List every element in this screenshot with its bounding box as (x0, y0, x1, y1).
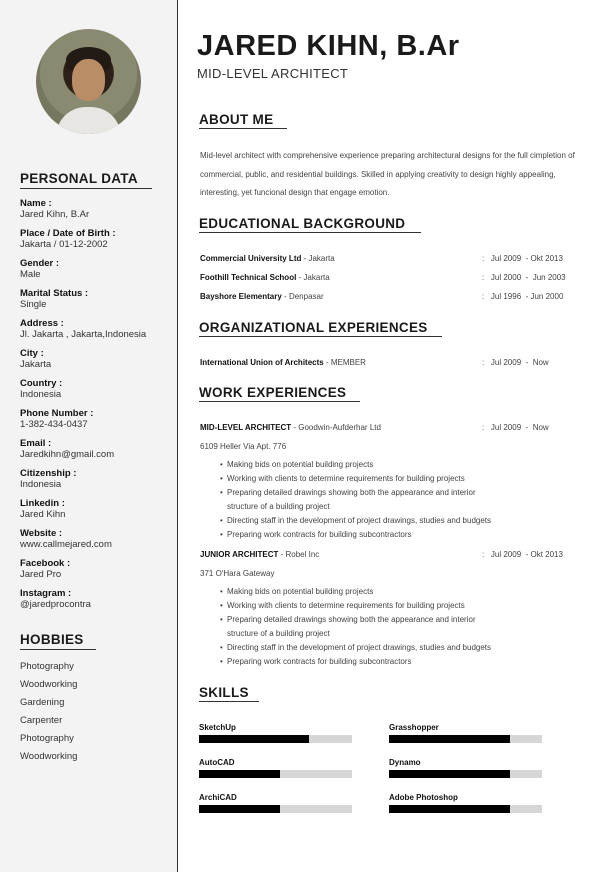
job-bullet: • Preparing work contracts for building subcontractors (227, 657, 412, 666)
job-bullet: • Preparing detailed drawings showing both the appearance and interior (227, 615, 476, 624)
job-row (200, 423, 381, 432)
skill-bar (389, 770, 542, 778)
skill-bar-fill (199, 805, 280, 813)
skill-bar (199, 735, 352, 743)
field-phone (20, 408, 170, 430)
field-label: Marital Status : (20, 288, 89, 299)
education-date: : Jul 1996 - Jun 2000 (482, 292, 564, 301)
field-value: Jakarta (20, 359, 52, 370)
skill-label: ArchiCAD (199, 793, 237, 802)
job-bullet-continued: structure of a building project (227, 629, 330, 638)
job-address: 6109 Heller Via Apt. 776 (200, 442, 287, 451)
field-label: Phone Number : (20, 408, 94, 419)
field-value: Jared Kihn (20, 509, 66, 520)
job-address: 371 O'Hara Gateway (200, 569, 275, 578)
field-label: Citizenship : (20, 468, 77, 479)
school-place: - Jakarta (301, 254, 335, 263)
organization-row (200, 358, 366, 367)
personal-data-heading: PERSONAL DATA (20, 171, 138, 186)
field-value: 1-382-434-0437 (20, 419, 88, 430)
school-name: Bayshore Elementary (200, 292, 282, 301)
field-marital (20, 288, 170, 310)
skill-label: AutoCAD (199, 758, 235, 767)
field-value: Jared Kihn, B.Ar (20, 209, 90, 220)
work-heading: WORK EXPERIENCES (199, 385, 347, 400)
skill-bar (199, 770, 352, 778)
field-value: @jaredprocontra (20, 599, 91, 610)
job-date: : Jul 2009 - Now (482, 423, 549, 432)
field-name (20, 198, 170, 220)
about-text: Mid-level architect with comprehensive experience preparing architectural designs for the full cimpletion of commercial, public, and residential buildings. Skilled in applying creativity to design highly appealing, interesting, yet funcional design that engage emotion. (200, 151, 575, 197)
field-value: Jared Pro (20, 569, 62, 580)
field-value: Indonesia (20, 479, 62, 490)
field-linkedin (20, 498, 170, 520)
field-value: Jakarta / 01-12-2002 (20, 239, 108, 250)
field-label: Instagram : (20, 588, 72, 599)
job-company: - Goodwin-Aufderhar Ltd (291, 423, 381, 432)
field-email (20, 438, 170, 460)
about-underline (199, 128, 287, 129)
skill-bar-fill (389, 735, 510, 743)
field-instagram (20, 588, 170, 610)
field-label: City : (20, 348, 44, 359)
school-name: Foothill Technical School (200, 273, 297, 282)
skills-heading: SKILLS (199, 685, 249, 700)
skill-label: Grasshopper (389, 723, 439, 732)
job-bullet: • Working with clients to determine requirements for building projects (227, 601, 465, 610)
field-value: Male (20, 269, 41, 280)
education-date: : Jul 2009 - Okt 2013 (482, 254, 563, 263)
hobby-item: Carpenter (20, 715, 63, 726)
education-date: : Jul 2000 - Jun 2003 (482, 273, 566, 282)
job-bullet: • Making bids on potential building projects (227, 460, 373, 469)
field-birth (20, 228, 170, 250)
field-label: Name : (20, 198, 52, 209)
skill-label: Adobe Photoshop (389, 793, 458, 802)
field-address (20, 318, 170, 340)
field-label: Facebook : (20, 558, 71, 569)
field-value: Indonesia (20, 389, 62, 400)
education-heading: EDUCATIONAL BACKGROUND (199, 216, 406, 231)
hobby-item: Woodworking (20, 751, 78, 762)
hobby-item: Photography (20, 733, 74, 744)
job-bullet: • Directing staff in the development of project drawings, studies and budgets (227, 643, 491, 652)
profile-photo (36, 29, 141, 134)
candidate-name: JARED KIHN, B.Ar (197, 30, 460, 62)
field-city (20, 348, 170, 370)
hobby-item: Woodworking (20, 679, 78, 690)
school-place: - Denpasar (281, 292, 324, 301)
job-row (200, 550, 319, 559)
field-citizenship (20, 468, 170, 490)
field-label: Email : (20, 438, 52, 449)
skill-label: Dynamo (389, 758, 421, 767)
skills-underline (199, 701, 259, 702)
job-bullet: • Preparing detailed drawings showing both the appearance and interior (227, 488, 476, 497)
org-role: - MEMBER (323, 358, 366, 367)
education-row (200, 292, 324, 301)
divider-line (177, 0, 178, 872)
field-website (20, 528, 170, 550)
education-row (200, 273, 330, 282)
field-label: Place / Date of Birth : (20, 228, 116, 239)
candidate-role: MID-LEVEL ARCHITECT (197, 66, 349, 81)
field-value: Jaredkihn@gmail.com (20, 449, 115, 460)
about-heading: ABOUT ME (199, 112, 274, 127)
field-value: www.callmejared.com (20, 539, 112, 550)
hobbies-underline (20, 649, 96, 650)
job-bullet-continued: structure of a building project (227, 502, 330, 511)
skill-bar (199, 805, 352, 813)
skill-bar-fill (199, 770, 280, 778)
field-gender (20, 258, 170, 280)
org-name: International Union of Architects (200, 358, 324, 367)
job-title: MID-LEVEL ARCHITECT (200, 423, 292, 432)
hobby-item: Photography (20, 661, 74, 672)
skill-bar (389, 735, 542, 743)
skill-bar-fill (389, 770, 510, 778)
personal-data-underline (20, 188, 152, 189)
skill-bar (389, 805, 542, 813)
field-value: Jl. Jakarta , Jakarta,Indonesia (20, 329, 147, 340)
organization-heading: ORGANIZATIONAL EXPERIENCES (199, 320, 428, 335)
field-label: Country : (20, 378, 63, 389)
field-label: Address : (20, 318, 64, 329)
skill-bar-fill (389, 805, 510, 813)
field-country (20, 378, 170, 400)
field-value: Single (20, 299, 47, 310)
skill-label: SketchUp (199, 723, 236, 732)
field-label: Linkedin : (20, 498, 65, 509)
skill-bar-fill (199, 735, 309, 743)
education-row (200, 254, 335, 263)
field-facebook (20, 558, 170, 580)
work-underline (199, 401, 360, 402)
field-label: Website : (20, 528, 63, 539)
job-bullet: • Working with clients to determine requirements for building projects (227, 474, 465, 483)
organization-underline (199, 336, 442, 337)
job-bullet: • Directing staff in the development of project drawings, studies and budgets (227, 516, 491, 525)
job-bullet: • Making bids on potential building projects (227, 587, 373, 596)
job-company: - Robel Inc (278, 550, 320, 559)
organization-date: : Jul 2009 - Now (482, 358, 549, 367)
hobbies-heading: HOBBIES (20, 632, 84, 647)
job-date: : Jul 2009 - Okt 2013 (482, 550, 563, 559)
field-label: Gender : (20, 258, 60, 269)
job-bullet: • Preparing work contracts for building subcontractors (227, 530, 412, 539)
job-title: JUNIOR ARCHITECT (200, 550, 279, 559)
school-name: Commercial University Ltd (200, 254, 302, 263)
school-place: - Jakarta (296, 273, 330, 282)
education-underline (199, 232, 421, 233)
hobby-item: Gardening (20, 697, 65, 708)
